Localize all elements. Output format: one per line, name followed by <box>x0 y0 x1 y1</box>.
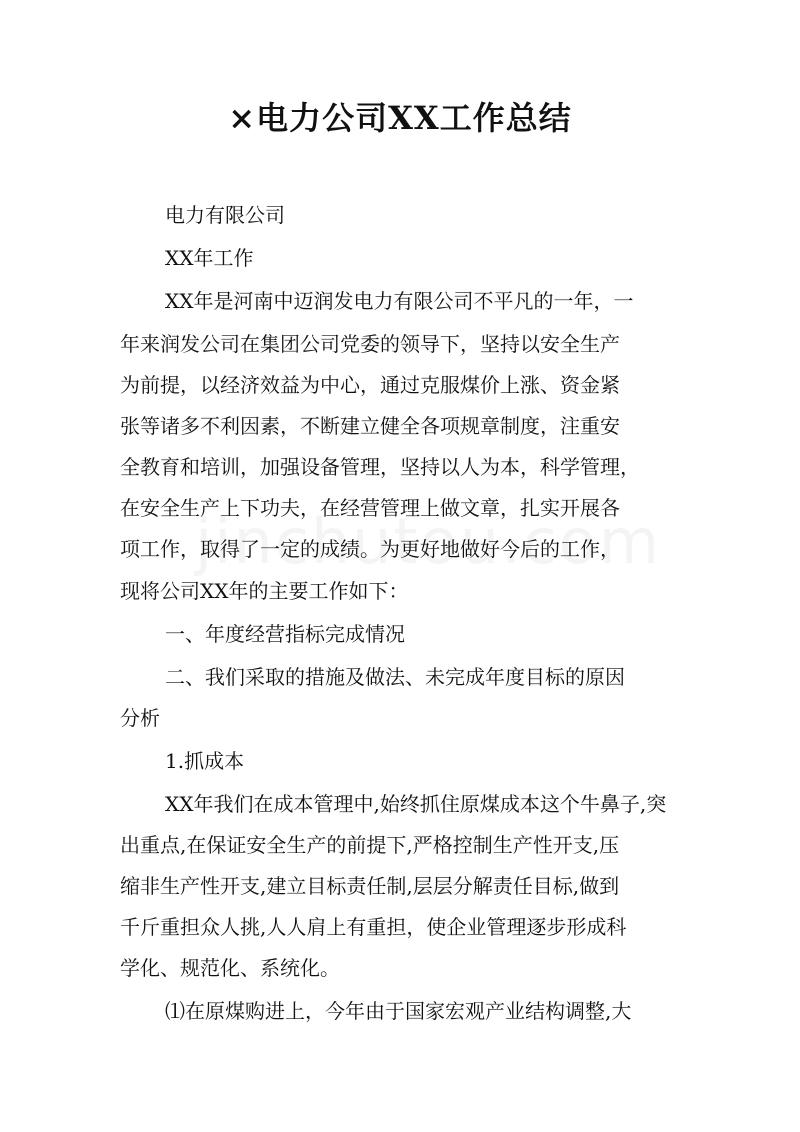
text-line: 项工作，取得了一定的成绩。为更好地做好今后的工作， <box>120 537 620 561</box>
text-line: XX年我们在成本管理中,始终抓住原煤成本这个牛鼻子,突 <box>165 792 667 816</box>
watermark <box>195 505 661 578</box>
text-line: 学化、规范化、系统化。 <box>120 956 340 980</box>
subsection-heading: 1.抓成本 <box>165 749 245 773</box>
text-line: 全教育和培训，加强设备管理，坚持以人为本，科学管理， <box>120 455 640 479</box>
text-line: 出重点,在保证安全生产的前提下,严格控制生产性开支,压 <box>120 833 620 857</box>
text-line: 现将公司XX年的主要工作如下： <box>120 579 409 603</box>
text-line: ⑴在原煤购进上，今年由于国家宏观产业结构调整,大 <box>165 999 632 1023</box>
text-line: 千斤重担众人挑,人人肩上有重担，使企业管理逐步形成科 <box>120 915 627 939</box>
text-line: 为前提，以经济效益为中心，通过克服煤价上涨、资金紧 <box>120 373 620 397</box>
section-heading-2: 二、我们采取的措施及做法、未完成年度目标的原因 <box>165 665 625 689</box>
text-line: 张等诸多不利因素，不断建立健全各项规章制度，注重安 <box>120 414 620 438</box>
text-line: XX年是河南中迈润发电力有限公司不平凡的一年，一 <box>165 289 634 313</box>
document-title: ×电力公司XX工作总结 <box>228 99 572 137</box>
text-line: 分析 <box>120 706 160 730</box>
section-heading-1: 一、年度经营指标完成情况 <box>165 622 405 646</box>
text-line: 年来润发公司在集团公司党委的领导下，坚持以安全生产 <box>120 332 620 356</box>
text-line-year-work: XX年工作 <box>165 246 254 270</box>
text-line: 在安全生产上下功夫，在经营管理上做文章，扎实开展各 <box>120 496 620 520</box>
text-line: 缩非生产性开支,建立目标责任制,层层分解责任目标,做到 <box>120 874 620 898</box>
text-line-company: 电力有限公司 <box>165 203 285 227</box>
